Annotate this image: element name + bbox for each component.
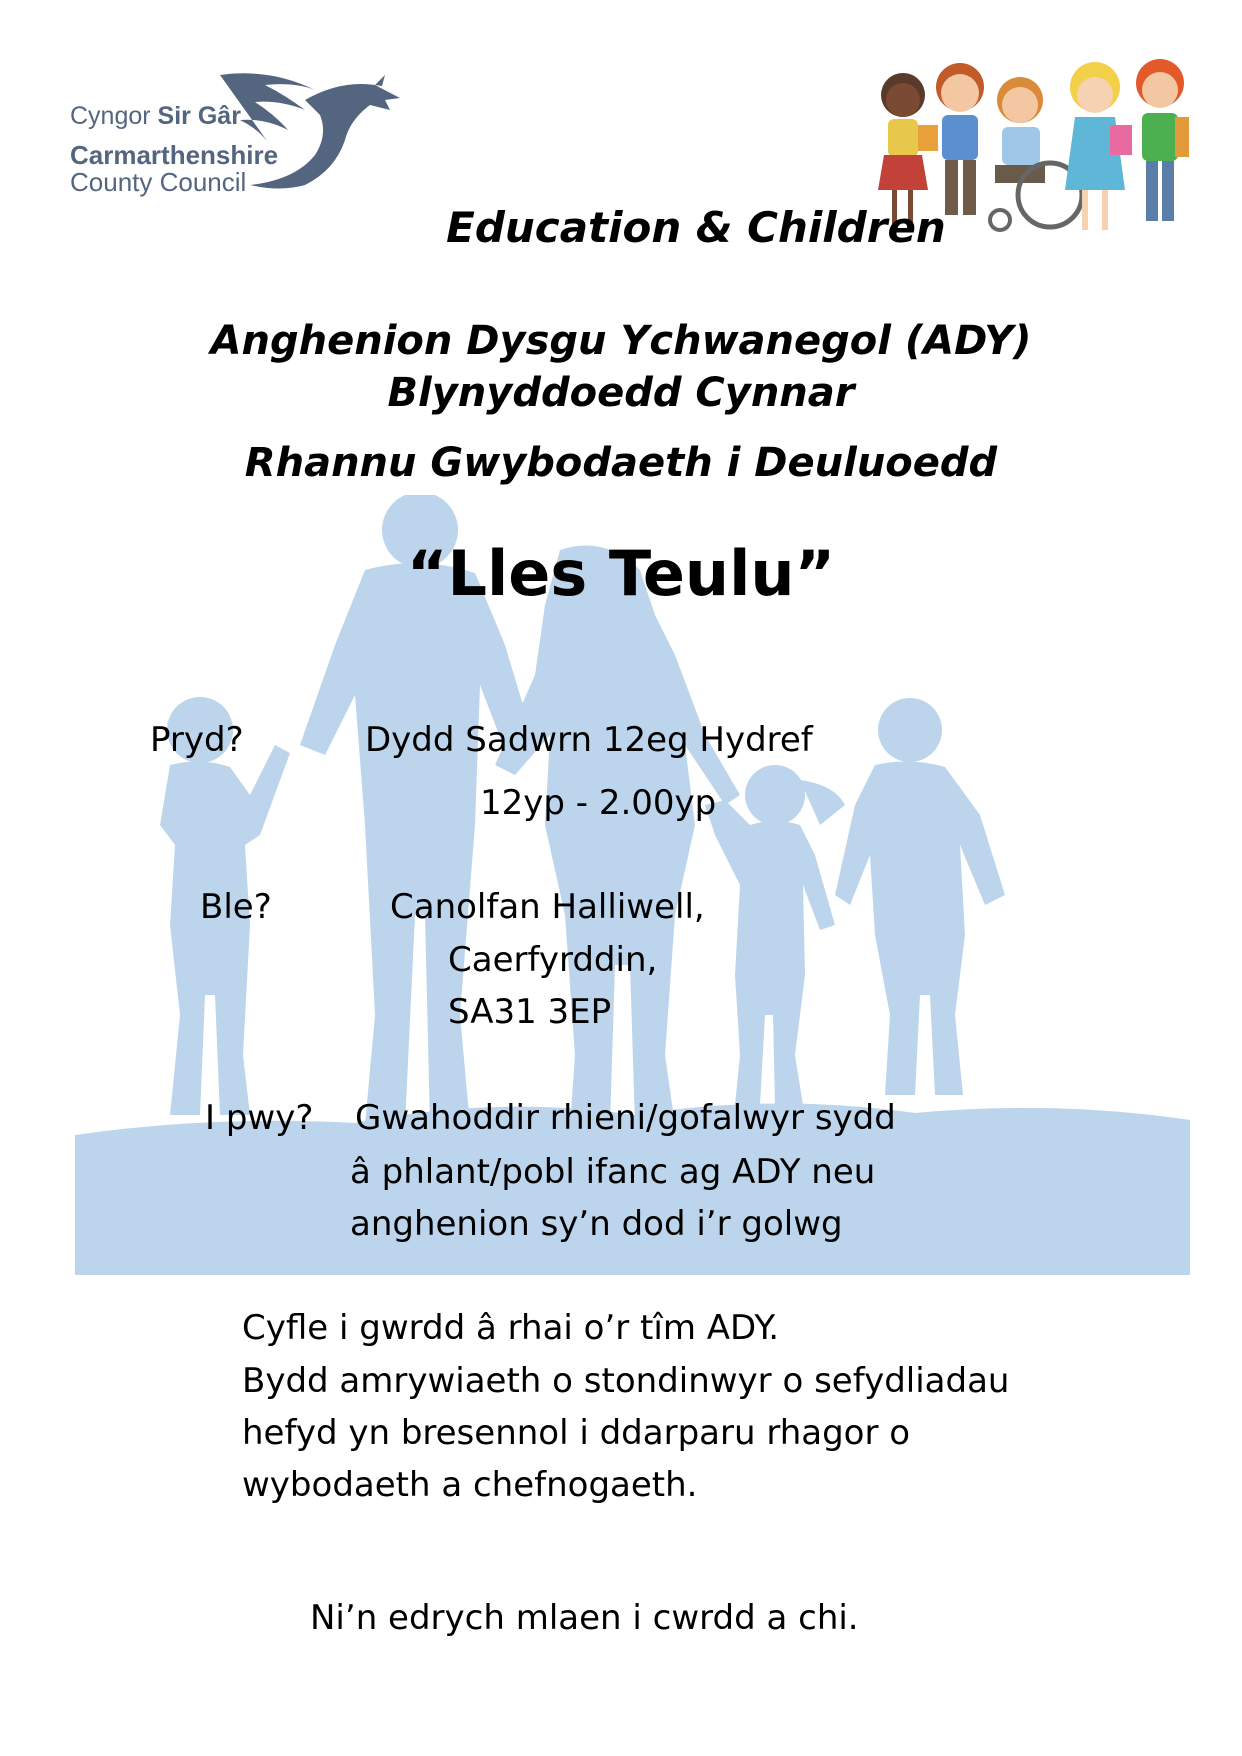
logo-welsh-name: Cyngor Sir Gâr <box>70 102 241 130</box>
body-line-2: Bydd amrywiaeth o stondinwyr o sefydliadau <box>242 1361 1010 1401</box>
venue-line-1: Canolfan Halliwell, <box>390 887 705 927</box>
logo-english-name: Carmarthenshire <box>70 140 279 170</box>
who-label: I pwy? <box>205 1098 314 1138</box>
heading-early-years: Blynyddoedd Cynnar <box>387 370 855 416</box>
body-line-1: Cyfle i gwrdd â rhai o’r tîm ADY. <box>242 1308 780 1348</box>
logo-council-label: County Council <box>70 167 247 197</box>
event-date: Dydd Sadwrn 12eg Hydref <box>365 720 813 760</box>
who-line-1: Gwahoddir rhieni/gofalwyr sydd <box>355 1098 896 1138</box>
heading-sharing-info: Rhannu Gwybodaeth i Deuluoedd <box>244 440 998 486</box>
body-line-4: wybodaeth a chefnogaeth. <box>242 1465 698 1505</box>
venue-line-3: SA31 3EP <box>448 992 612 1032</box>
event-time: 12yp - 2.00yp <box>480 783 717 823</box>
council-logo <box>60 70 390 210</box>
when-label: Pryd? <box>150 720 244 760</box>
department-title: Education & Children <box>446 203 946 252</box>
venue-line-2: Caerfyrddin, <box>448 940 658 980</box>
who-line-2: â phlant/pobl ifanc ag ADY neu <box>350 1152 876 1192</box>
event-title: “Lles Teulu” <box>406 537 836 610</box>
who-line-3: anghenion sy’n dod i’r golwg <box>350 1204 843 1244</box>
where-label: Ble? <box>200 887 272 927</box>
closing-line: Ni’n edrych mlaen i cwrdd a chi. <box>310 1598 859 1638</box>
child-figure-5 <box>1136 59 1189 221</box>
heading-ady: Anghenion Dysgu Ychwanegol (ADY) <box>210 318 1032 364</box>
body-line-3: hefyd yn bresennol i ddarparu rhagor o <box>242 1413 911 1453</box>
child-figure-2 <box>936 63 984 215</box>
